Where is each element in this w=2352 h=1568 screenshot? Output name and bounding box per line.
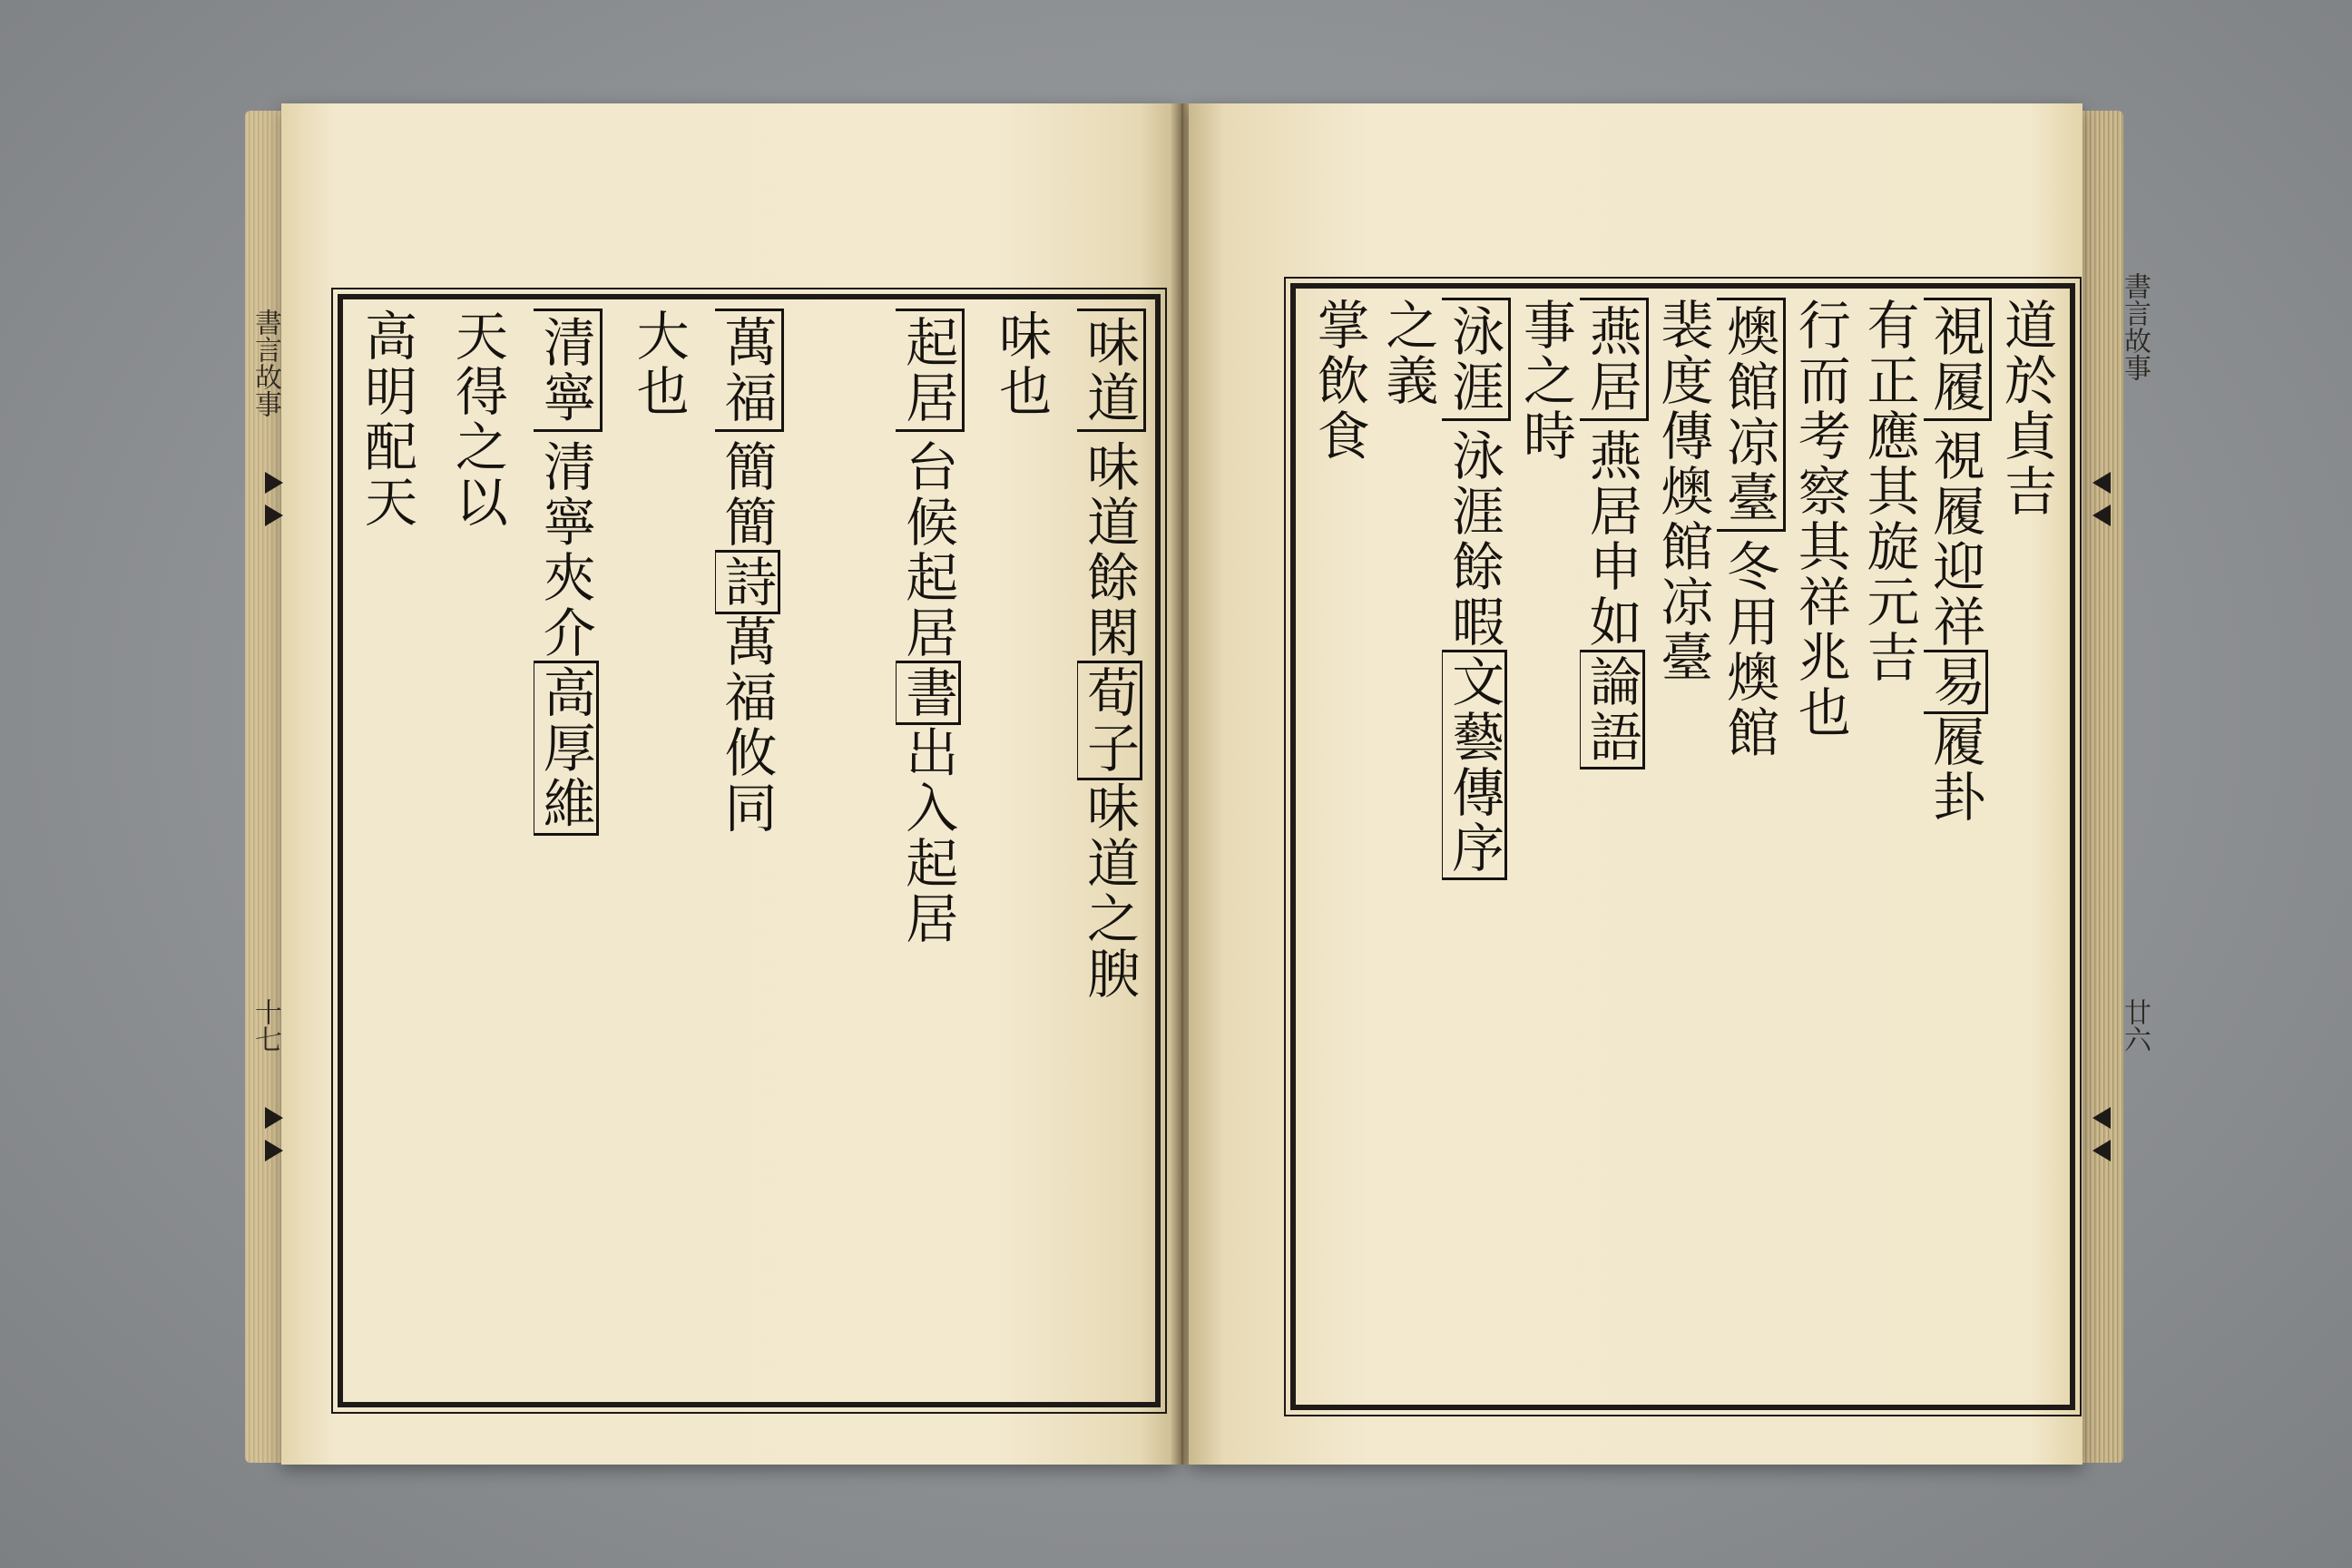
column-boxed: 文藝傳序 <box>1442 650 1507 880</box>
column-text: 冬用燠館 <box>1718 539 1780 760</box>
column-boxed: 論語 <box>1580 650 1645 769</box>
right-text-frame <box>1290 283 2075 1410</box>
text-column <box>534 309 603 1393</box>
column-head: 泳涯 <box>1442 298 1511 421</box>
column-boxed: 書 <box>896 661 961 725</box>
column-text: 高明配天 <box>356 309 417 530</box>
text-column <box>1649 298 1718 1396</box>
column-text: 裴度傳 <box>1651 298 1714 464</box>
text-column <box>896 309 965 1393</box>
text-column <box>624 309 693 1393</box>
left-columns <box>352 309 1146 1393</box>
column-tail: 味道之腴 <box>1078 780 1140 1002</box>
open-book <box>245 91 2151 1475</box>
text-column <box>1855 298 1924 1396</box>
text-column <box>715 309 784 1393</box>
column-text: 燕居申如 <box>1580 428 1642 650</box>
fish-tail-mark-icon <box>263 472 285 526</box>
text-column <box>1442 298 1511 1396</box>
column-text: 視履迎祥 <box>1924 428 1986 650</box>
text-column <box>1924 298 1993 1396</box>
column-boxed: 易 <box>1924 650 1989 714</box>
right-page-number: 廿六 <box>2119 998 2151 1053</box>
text-column <box>1580 298 1649 1396</box>
column-head: 味道 <box>1077 309 1146 432</box>
column-tail: 履卦 <box>1924 714 1986 825</box>
left-page-number: 十七 <box>250 998 281 1053</box>
column-head: 燠館凉臺 <box>1717 298 1786 532</box>
column-head: 視履 <box>1924 298 1993 421</box>
column-head: 燕居 <box>1580 298 1649 421</box>
column-tail: 燠館凉臺 <box>1651 464 1714 685</box>
left-text-frame <box>338 294 1161 1407</box>
column-text: 道於貞吉 <box>1995 298 2057 519</box>
column-text: 掌飲食 <box>1308 298 1370 464</box>
fish-tail-mark-icon <box>2091 1107 2112 1161</box>
column-tail: 出入起居 <box>897 725 959 946</box>
column-text: 有正應 <box>1857 298 1920 464</box>
text-column <box>1992 298 2061 1396</box>
text-column <box>1511 298 1580 1396</box>
column-tail: 其旋元吉 <box>1857 464 1920 685</box>
right-columns <box>1305 298 2061 1396</box>
column-text: 泳涯餘暇 <box>1443 428 1505 650</box>
column-text: 行而考察其祥兆也 <box>1788 298 1851 740</box>
column-head: 清寧 <box>534 309 603 432</box>
text-column <box>443 309 512 1393</box>
text-column <box>1786 298 1855 1396</box>
column-text: 清寧夾介 <box>534 439 596 661</box>
column-text: 事之時 <box>1514 298 1576 464</box>
text-column <box>1717 298 1786 1396</box>
column-tail: 萬福攸同 <box>715 614 778 836</box>
text-column <box>1077 309 1146 1393</box>
text-column <box>1305 298 1374 1396</box>
column-text: 味也 <box>990 309 1053 419</box>
column-text: 簡簡 <box>715 439 778 550</box>
column-boxed: 荀子 <box>1077 661 1142 780</box>
text-column <box>352 309 421 1393</box>
column-text: 大也 <box>627 309 690 419</box>
column-boxed: 高厚維 <box>534 661 599 836</box>
text-column <box>805 309 874 1393</box>
column-text: 台候起居 <box>897 439 959 661</box>
left-edge-title: 書言故事 <box>250 309 281 417</box>
left-page <box>281 103 1175 1465</box>
fish-tail-mark-icon <box>2091 472 2112 526</box>
text-column <box>1374 298 1443 1396</box>
column-text: 之義 <box>1377 298 1439 408</box>
column-head: 萬福 <box>715 309 784 432</box>
column-text: 天得之以 <box>446 309 508 530</box>
column-text: 味道餘閑 <box>1078 439 1140 661</box>
column-head: 起居 <box>896 309 965 432</box>
text-column <box>986 309 1055 1393</box>
right-page <box>1189 103 2082 1465</box>
fish-tail-mark-icon <box>263 1107 285 1161</box>
column-boxed: 詩 <box>715 550 780 614</box>
right-edge-title: 書言故事 <box>2119 272 2151 381</box>
